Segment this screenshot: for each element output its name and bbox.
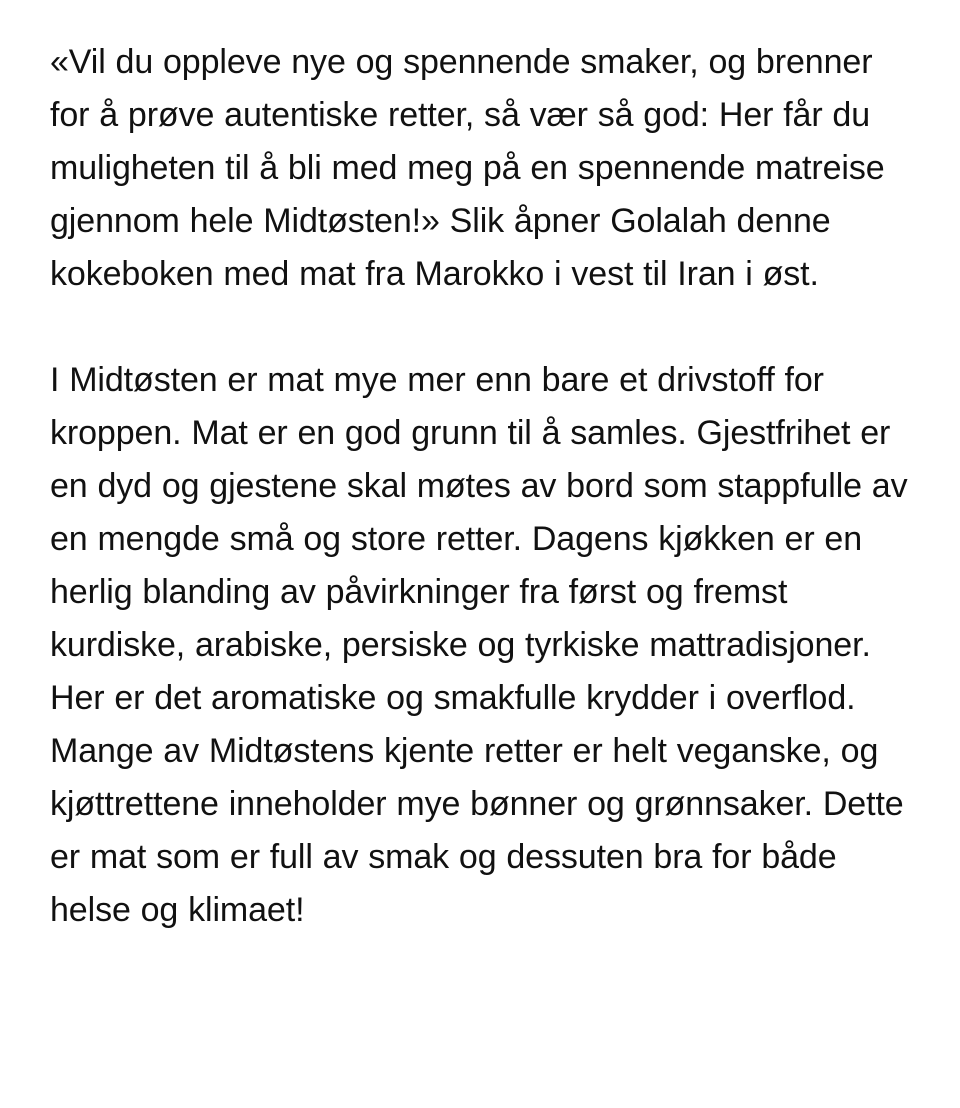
document-text-body xyxy=(50,36,910,937)
paragraph-food-culture: I Midtøsten er mat mye mer enn bare et drivstoff for kroppen. Mat er en god grunn til å samles. Gjestfrihet er en dyd og gjestene skal møtes av bord som stappfulle av en mengde små og store retter. Dagens kjøkken er en herlig blanding av påvirkninger fra først og fremst kurdiske, arabiske, persiske og tyrkiske mattradisjoner. Her er det aromatiske og smakfulle krydder i overflod. Mange av Midtøstens kjente retter er helt veganske, og kjøttrettene inneholder mye bønner og grønnsaker. Dette er mat som er full av smak og dessuten bra for både helse og klimaet! xyxy=(50,361,908,929)
paragraph-intro-quote: «Vil du oppleve nye og spennende smaker, og brenner for å prøve autentiske retter, så vær så god: Her får du muligheten til å bli med meg på en spennende matreise gjennom hele Midtøsten!» Slik åpner Golalah denne kokeboken med mat fra Marokko i vest til Iran i øst. xyxy=(50,43,885,293)
